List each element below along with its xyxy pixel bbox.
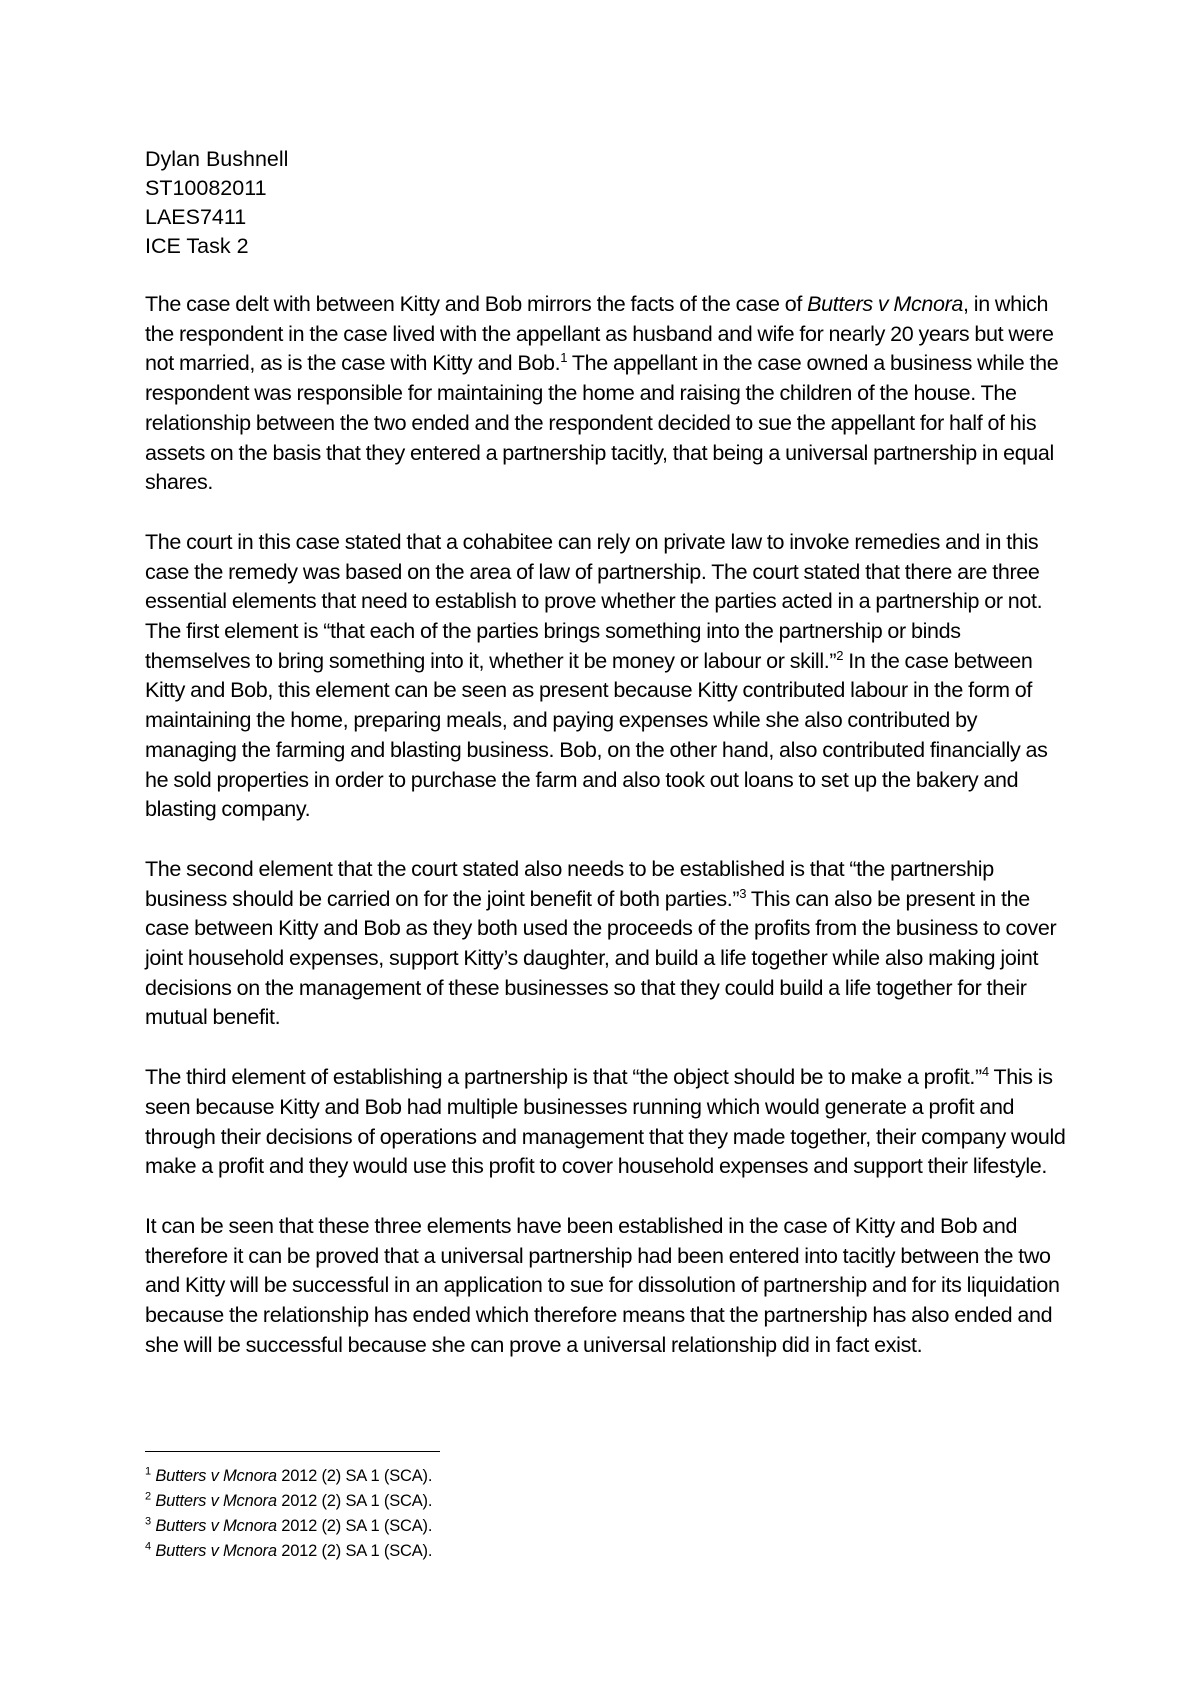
footnote-number: 1 bbox=[145, 1465, 151, 1478]
author-name: Dylan Bushnell bbox=[145, 147, 289, 171]
paragraph-4 bbox=[145, 1063, 1070, 1182]
paragraph-1 bbox=[145, 290, 1070, 498]
footnote-ref-4[interactable]: 4 bbox=[981, 1064, 989, 1080]
footnotes bbox=[145, 1464, 1045, 1564]
footnote-ref-1[interactable]: 1 bbox=[560, 350, 568, 366]
footnote-ref-2[interactable]: 2 bbox=[836, 647, 844, 663]
paragraph-1-text-b: , in which the respondent in the case lived with the appellant as husband and wife for nearly 20 years but were not married, as is the case with Kitty and Bob. bbox=[145, 292, 1054, 376]
student-number: ST10082011 bbox=[145, 176, 267, 200]
paragraph-2-text-b: In the case between Kitty and Bob, this element can be seen as present because Kitty contributed labour in the form of maintaining the home, preparing meals, and paying expenses while she also contributed by managing the farming and blasting business. Bob, on the other hand, also contributed financially as he sold properties in order to purchase the farm and also took out loans to set up the bakery and blasting company. bbox=[145, 648, 1048, 822]
author-header bbox=[145, 145, 1070, 261]
footnote-ref-3[interactable]: 3 bbox=[739, 885, 747, 901]
footnote-case-name: Butters v Mcnora bbox=[155, 1492, 277, 1510]
paragraph-5 bbox=[145, 1212, 1070, 1361]
task-title: ICE Task 2 bbox=[145, 234, 249, 258]
footnote-number: 4 bbox=[145, 1540, 151, 1553]
paragraph-3-text-a: The second element that the court stated also needs to be established is that “the partnership business should be carried on for the joint benefit of both parties.” bbox=[145, 856, 994, 911]
footnote-case-name: Butters v Mcnora bbox=[155, 1467, 277, 1485]
footnote-case-name: Butters v Mcnora bbox=[155, 1517, 277, 1535]
footnote-number: 2 bbox=[145, 1490, 151, 1503]
paragraph-2 bbox=[145, 528, 1070, 825]
footnote-separator bbox=[145, 1451, 440, 1452]
footnote-citation: 2012 (2) SA 1 (SCA). bbox=[276, 1517, 433, 1535]
paragraph-1-text-a: The case delt with between Kitty and Bob mirrors the facts of the case of bbox=[145, 292, 808, 316]
footnote-citation: 2012 (2) SA 1 (SCA). bbox=[276, 1542, 433, 1560]
paragraph-1-text-c: The appellant in the case owned a business while the respondent was responsible for maintaining the home and raising the children of the house. The relationship between the two ended and the respondent decided to sue the appellant for half of his assets on the basis that they entered a partnership tacitly, that being a universal partnership in equal shares. bbox=[145, 351, 1059, 495]
paragraph-3-text-b: This can also be present in the case between Kitty and Bob as they both used the proceeds of the profits from the business to cover joint household expenses, support Kitty’s daughter, and build a life together while also making joint decisions on the management of these businesses so that they could build a life together for their mutual benefit. bbox=[145, 886, 1057, 1030]
footnote-case-name: Butters v Mcnora bbox=[155, 1542, 277, 1560]
footnote-3 bbox=[145, 1514, 1045, 1539]
paragraph-5-text: It can be seen that these three elements have been established in the case of Kitty and Bob and therefore it can be proved that a universal partnership had been entered into tacitly between the two and Kitty will be successful in an application to sue for dissolution of partnership and for its liquidation because the relationship has ended which therefore means that the partnership has also ended and she will be successful because she can prove a universal relationship did in fact exist. bbox=[145, 1213, 1060, 1357]
footnote-2 bbox=[145, 1489, 1045, 1514]
footnote-4 bbox=[145, 1539, 1045, 1564]
case-name: Butters v Mcnora bbox=[807, 292, 964, 316]
footnote-1 bbox=[145, 1464, 1045, 1489]
footnote-citation: 2012 (2) SA 1 (SCA). bbox=[276, 1492, 433, 1510]
module-code: LAES7411 bbox=[145, 205, 247, 229]
paragraph-4-text-a: The third element of establishing a partnership is that “the object should be to make a profit.” bbox=[145, 1065, 982, 1090]
paragraph-3 bbox=[145, 855, 1070, 1033]
footnote-number: 3 bbox=[145, 1515, 151, 1528]
paragraph-2-text-a: The court in this case stated that a cohabitee can rely on private law to invoke remedies and in this case the remedy was based on the area of law of partnership. The court stated that there are three essential elements that need to establish to prove whether the parties acted in a partnership or not. The first element is “that each of the parties brings something into the partnership or binds themselves to bring something into it, whether it be money or labour or skill.” bbox=[145, 529, 1043, 673]
paragraph-4-text-b: This is seen because Kitty and Bob had multiple businesses running which would generate a profit and through their decisions of operations and management that they made together, their company would make a profit and they would use this profit to cover household expenses and support their lifestyle. bbox=[145, 1065, 1066, 1179]
footnote-citation: 2012 (2) SA 1 (SCA). bbox=[276, 1467, 433, 1485]
document-body bbox=[145, 145, 1070, 1391]
